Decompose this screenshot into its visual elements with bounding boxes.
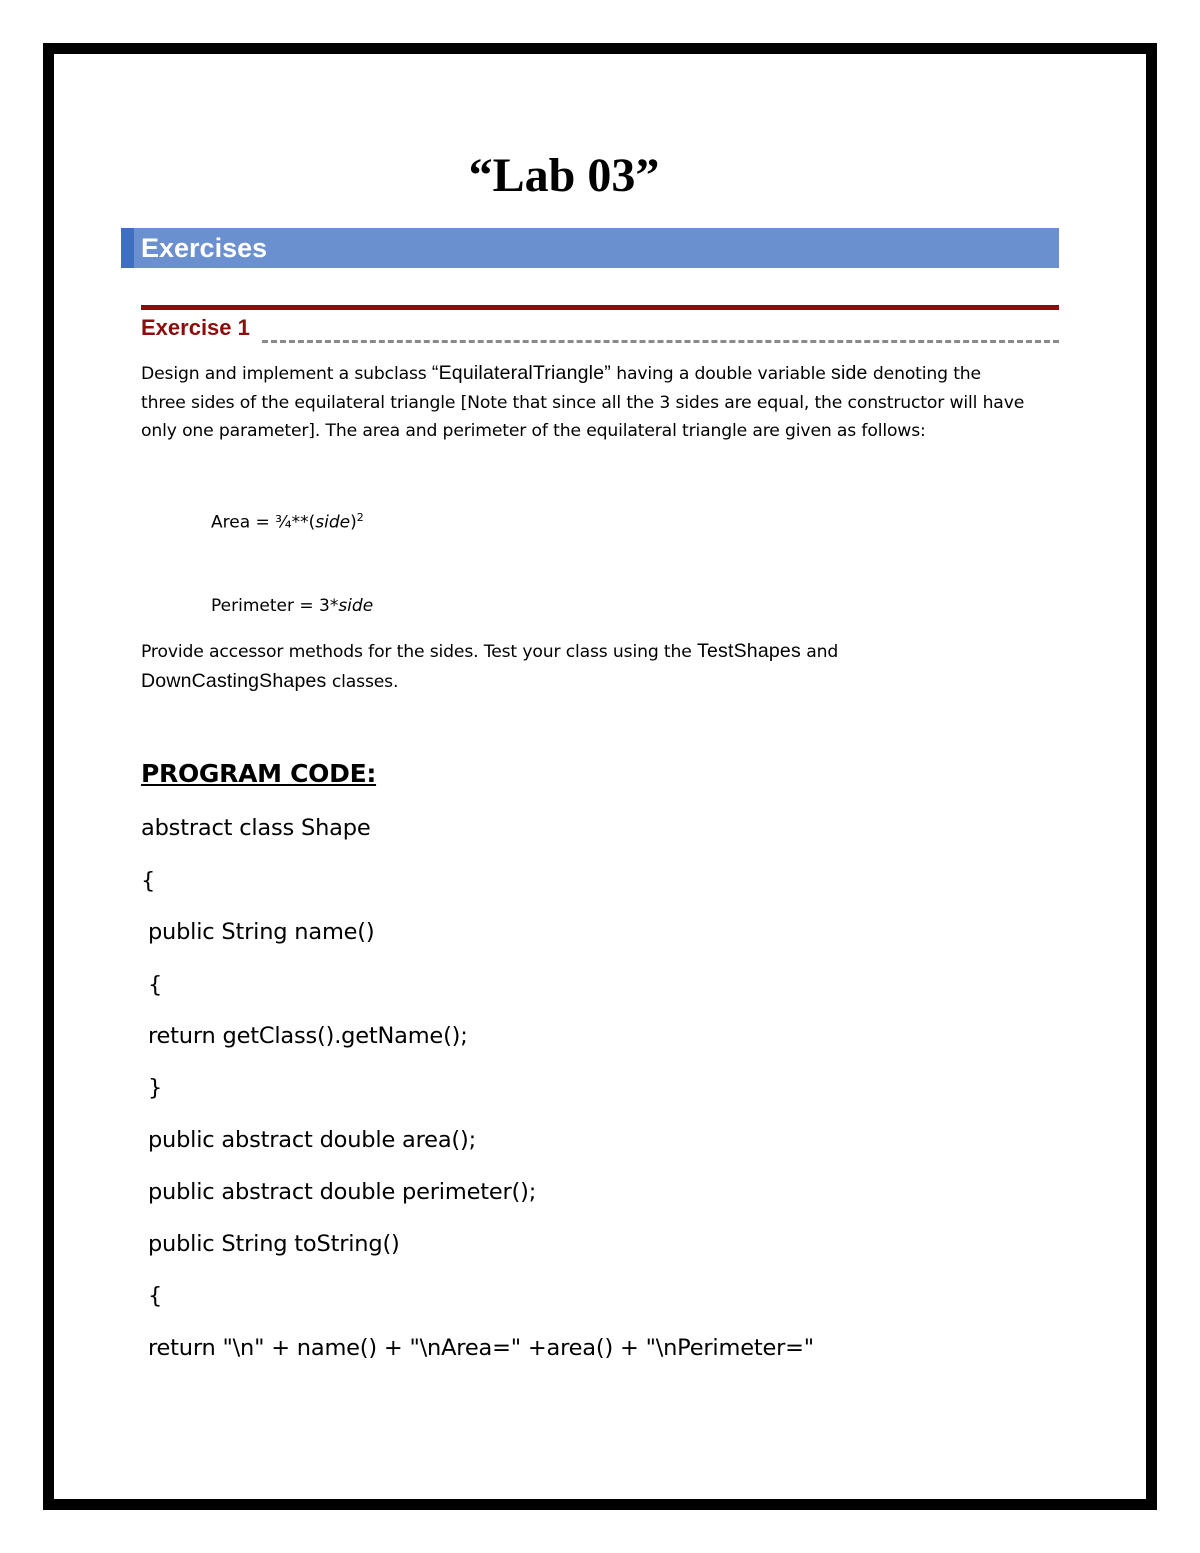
downcast-class-term: DownCastingShapes: [141, 669, 327, 692]
program-code-heading: PROGRAM CODE:: [141, 759, 377, 788]
code-line: public abstract double area();: [141, 1127, 476, 1153]
code-line: return getClass().getName();: [141, 1023, 468, 1049]
code-line: public String name(): [141, 919, 375, 945]
exercise-heading: Exercise 1: [141, 315, 250, 340]
code-line: public String toString(): [141, 1231, 400, 1257]
section-title: Exercises: [141, 233, 268, 263]
exercise-divider: [141, 305, 1059, 310]
instructions-line-1: Provide accessor methods for the sides. Test your class using the TestShapes and: [141, 640, 839, 662]
code-line: abstract class Shape: [141, 815, 371, 841]
code-line: }: [141, 1075, 163, 1101]
code-line: {: [141, 1283, 163, 1309]
code-line: return "\n" + name() + "\nArea=" +area() + "\nPerimeter=": [141, 1335, 814, 1361]
exercise-instructions: [141, 637, 1059, 696]
test-class-term: TestShapes: [697, 640, 801, 662]
instructions-line-2: DownCastingShapes classes.: [141, 669, 399, 692]
area-exponent: 2: [356, 511, 364, 524]
section-header-bar: [121, 228, 1059, 268]
code-line: public abstract double perimeter();: [141, 1179, 537, 1205]
code-line: {: [141, 868, 156, 894]
perimeter-formula: Perimeter = 3*side: [211, 596, 374, 616]
description-line-3: only one parameter]. The area and perimeter of the equilateral triangle are given as follows:: [141, 421, 926, 441]
description-line-1: Design and implement a subclass “EquilateralTriangle” having a double variable side denoting the: [141, 362, 981, 384]
document-title: “Lab 03”: [468, 149, 660, 202]
area-formula: Area = ¾**(side)$^2$: [211, 511, 364, 533]
description-line-2: three sides of the equilateral triangle [Note that since all the 3 sides are equal, the constructor will have: [141, 392, 1025, 413]
variable-name-term: side: [831, 362, 868, 384]
exercise-description: [141, 359, 1059, 446]
code-line: {: [141, 972, 163, 998]
dashed-rule: [262, 340, 1059, 343]
class-name-term: “EquilateralTriangle”: [431, 362, 611, 384]
